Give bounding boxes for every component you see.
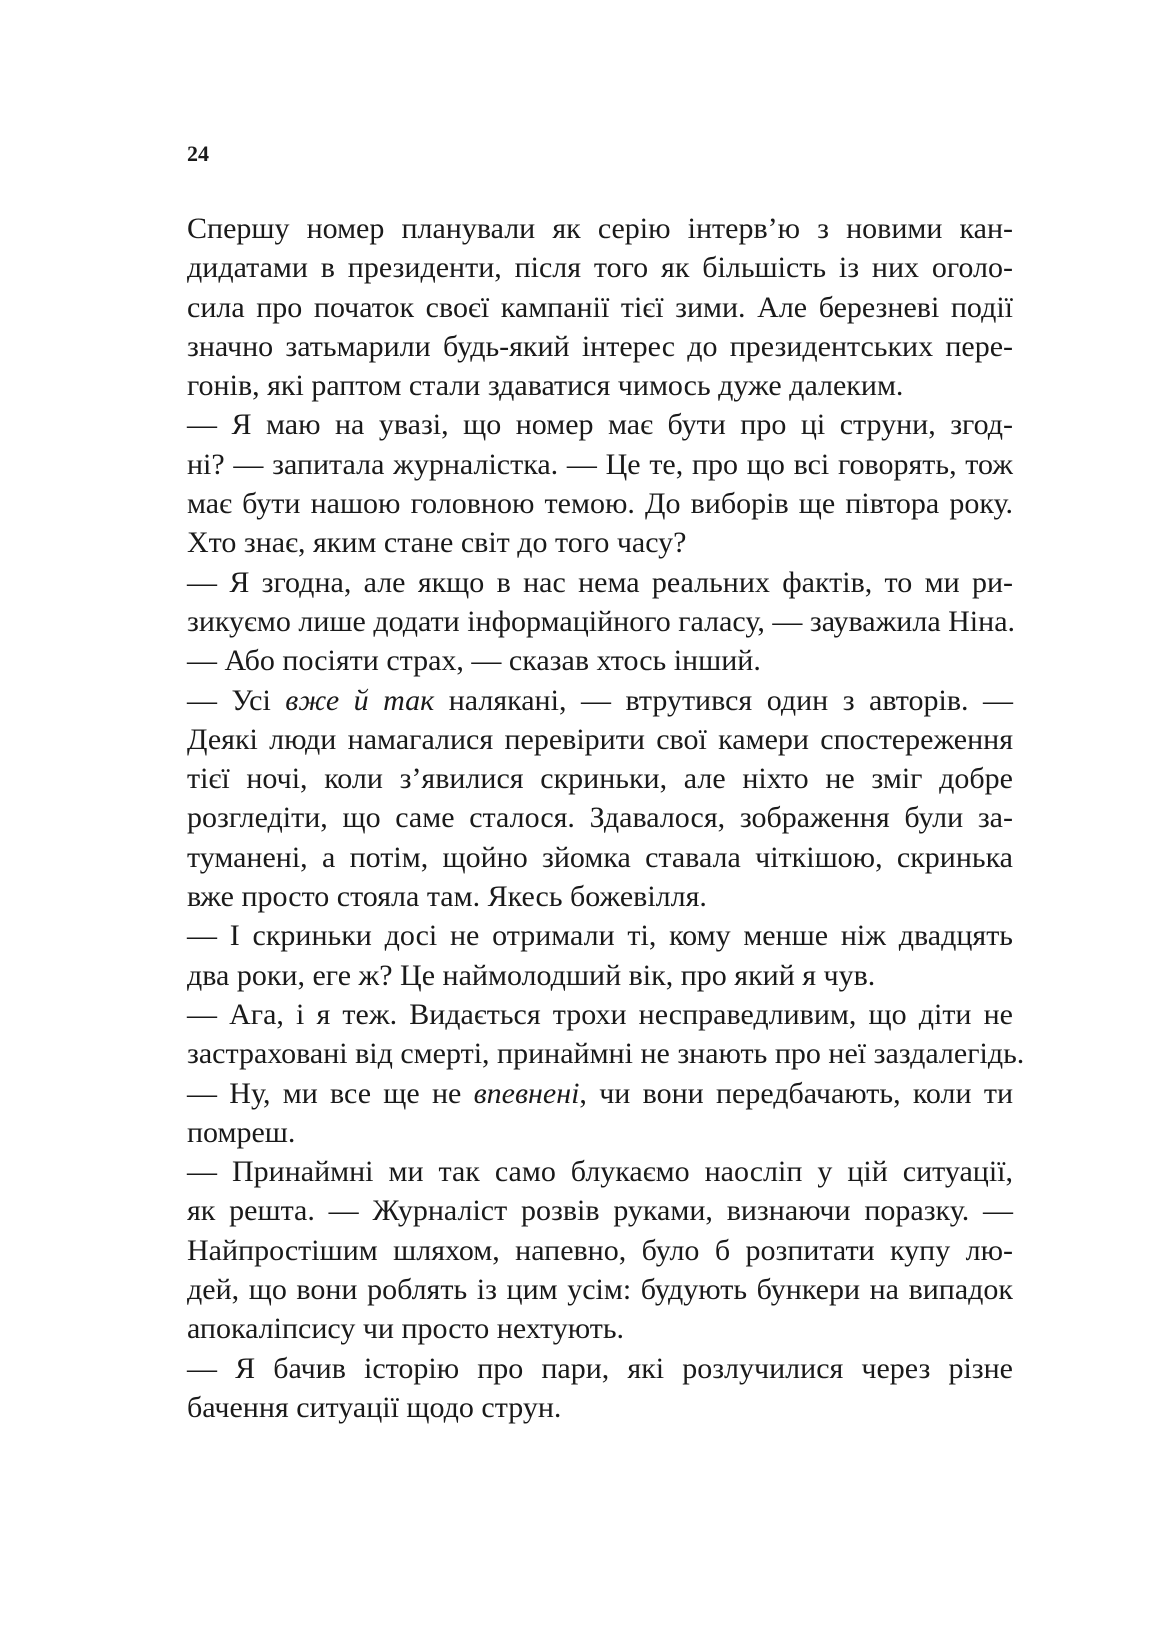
- italic-run: вже й так: [285, 683, 435, 717]
- text-line: має бути нашою головною темою. До виборів ще півтора року.: [187, 487, 1013, 521]
- text-line: — Я згодна, але якщо в нас нема реальних фактів, то ми ри-: [187, 565, 1013, 599]
- text-line: — Принаймні ми так само блукаємо наосліп у цій ситуації,: [187, 1155, 1013, 1189]
- text-line: вже просто стояла там. Якесь божевілля.: [187, 880, 707, 914]
- text-line: — Ага, і я теж. Видається трохи несправедливим, що діти не: [187, 997, 1013, 1031]
- text-line: апокаліпсису чи просто нехтують.: [187, 1312, 625, 1346]
- text-run: — Усі: [187, 683, 286, 717]
- text-line: застраховані від смерті, принаймні не знають про неї заздалегідь.: [187, 1037, 1025, 1071]
- text-line: розгледіти, що саме сталося. Здавалося, зображення були за-: [187, 801, 1013, 835]
- text-line: туманені, а потім, щойно зйомка ставала чіткішою, скринька: [187, 840, 1013, 874]
- text-run: налякані, — втрутився один з авторів. —: [434, 683, 1014, 717]
- text-line: — Або посіяти страх, — сказав хтось інший.: [187, 644, 761, 678]
- text-run: — Ну, ми все ще не: [187, 1076, 474, 1110]
- text-line: як решта. — Журналіст розвів руками, визнаючи поразку. —: [187, 1194, 1013, 1228]
- text-line: [187, 1074, 1013, 1113]
- text-line: — І скриньки досі не отримали ті, кому менше ніж двадцять: [187, 919, 1013, 953]
- text-line: тієї ночі, коли з’явилися скриньки, але ніхто не зміг добре: [187, 762, 1013, 796]
- text-line: Хто знає, яким стане світ до того часу?: [187, 526, 687, 560]
- text-line: дидатами в президенти, після того як більшість із них оголо-: [187, 251, 1013, 285]
- text-line: Деякі люди намагалися перевірити свої камери спостереження: [187, 722, 1013, 756]
- text-line: бачення ситуації щодо струн.: [187, 1390, 562, 1424]
- text-line: — Я бачив історію про пари, які розлучилися через різне: [187, 1351, 1013, 1385]
- page-body: [187, 209, 1025, 1427]
- text-line: сила про початок своєї кампанії тієї зими. Але березневі події: [187, 290, 1013, 324]
- text-line: ні? — запитала журналістка. — Це те, про що всі говорять, тож: [187, 447, 1013, 481]
- text-line: [187, 681, 1013, 720]
- text-line: дей, що вони роблять із цим усім: будують бункери на випадок: [187, 1273, 1013, 1307]
- text-line: два роки, еге ж? Це наймолодший вік, про який я чув.: [187, 958, 876, 992]
- text-run: , чи вони передбачають, коли ти: [579, 1076, 1014, 1110]
- text-line: помреш.: [187, 1115, 296, 1149]
- text-line: — Я маю на увазі, що номер має бути про ці струни, згод-: [187, 408, 1013, 442]
- text-line: зикуємо лише додати інформаційного галасу, — зауважила Ніна.: [187, 604, 1016, 638]
- text-line: Найпростішим шляхом, напевно, було б розпитати купу лю-: [187, 1233, 1013, 1267]
- text-line: значно затьмарили будь-який інтерес до президентських пере-: [187, 329, 1013, 363]
- italic-run: впевнені: [473, 1076, 580, 1110]
- page-number: 24: [187, 141, 209, 166]
- text-line: Спершу номер планували як серію інтерв’ю з новими кан-: [187, 212, 1013, 245]
- text-line: гонів, які раптом стали здаватися чимось дуже далеким.: [187, 369, 904, 403]
